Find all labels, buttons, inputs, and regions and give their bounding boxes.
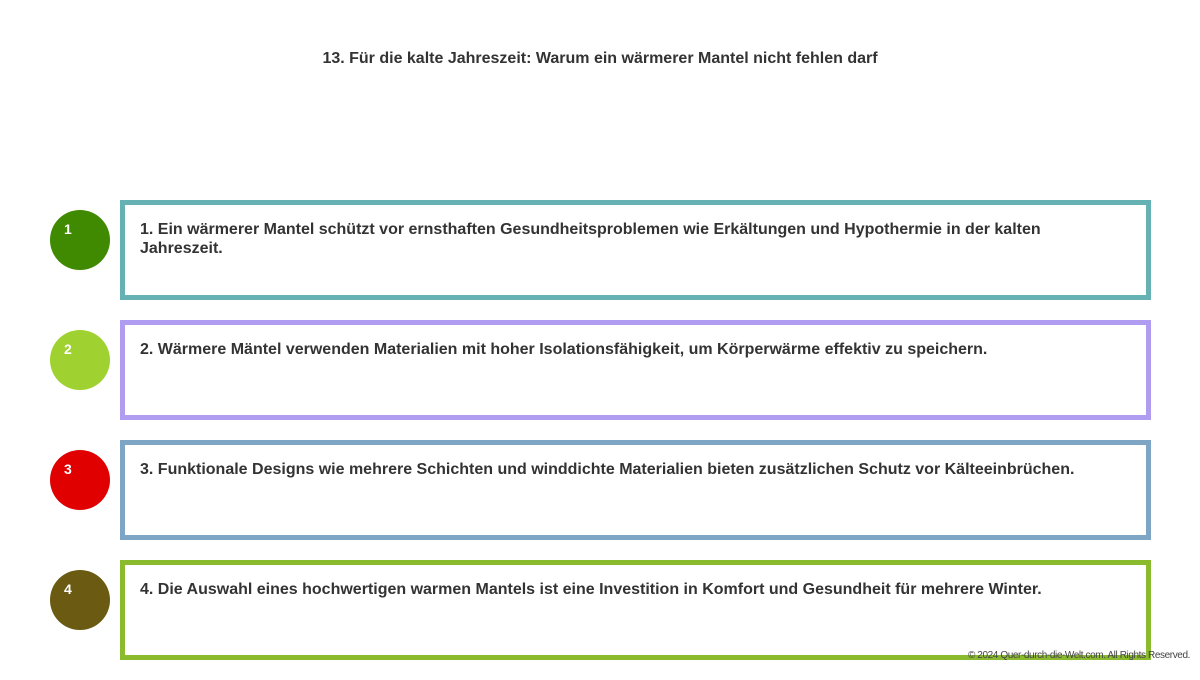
number-circle xyxy=(50,450,110,510)
page-title: 13. Für die kalte Jahreszeit: Warum ein wärmerer Mantel nicht fehlen darf xyxy=(322,50,878,67)
item-number: 3 xyxy=(64,461,72,477)
item-number: 2 xyxy=(64,341,72,357)
text-box xyxy=(120,440,1151,540)
list-item xyxy=(0,440,1200,540)
list-item xyxy=(0,200,1200,300)
number-circle xyxy=(50,570,110,630)
text-box xyxy=(120,320,1151,420)
list-item xyxy=(0,560,1200,660)
copyright-footer: © 2024 Quer-durch-die-Welt.com. All Rights Reserved. xyxy=(967,650,1190,661)
text-box xyxy=(120,560,1151,660)
number-circle xyxy=(50,210,110,270)
item-text: 1. Ein wärmerer Mantel schützt vor ernsthaften Gesundheitsproblemen wie Erkältungen und Hypothermie in der kalten Jahreszeit. xyxy=(140,221,1041,257)
item-number: 1 xyxy=(64,221,72,237)
item-text: 4. Die Auswahl eines hochwertigen warmen Mantels ist eine Investition in Komfort und Gesundheit für mehrere Winter. xyxy=(140,581,1042,598)
text-box xyxy=(120,200,1151,300)
item-number: 4 xyxy=(64,581,72,597)
number-circle xyxy=(50,330,110,390)
item-text: 2. Wärmere Mäntel verwenden Materialien mit hoher Isolationsfähigkeit, um Körperwärme effektiv zu speichern. xyxy=(140,341,988,358)
list-item xyxy=(0,320,1200,420)
item-text: 3. Funktionale Designs wie mehrere Schichten und winddichte Materialien bieten zusätzlichen Schutz vor Kälteeinbrüchen. xyxy=(140,461,1075,478)
